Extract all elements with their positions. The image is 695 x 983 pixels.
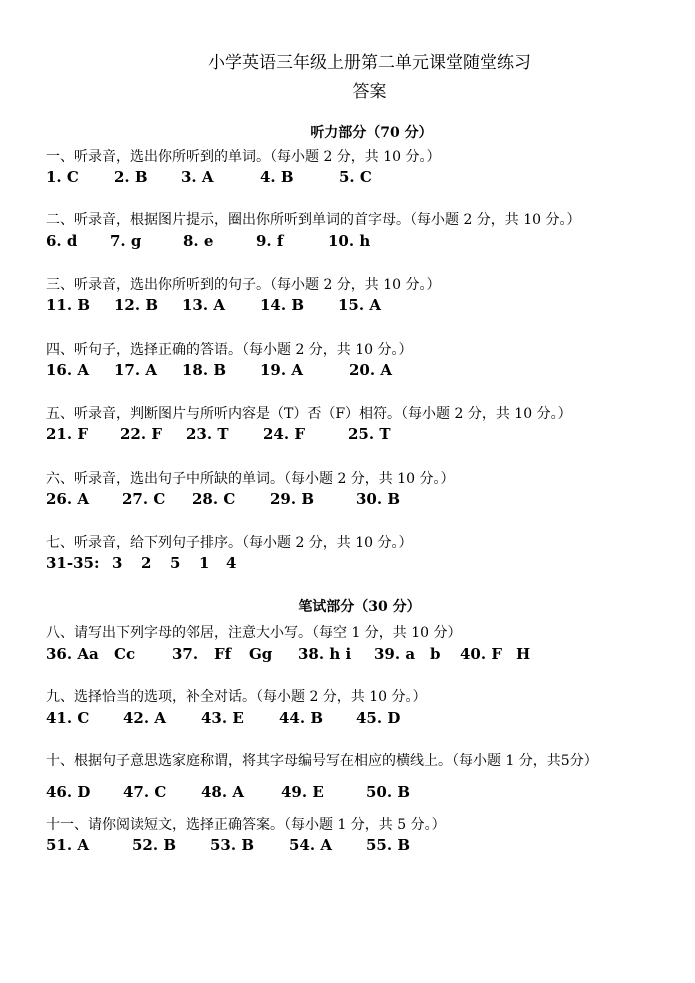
answer-item: 39. a: [374, 645, 416, 663]
answer-item: b: [430, 645, 441, 663]
answer-item: 50. B: [366, 783, 410, 801]
section-4-question: 四、听句子，选择正确的答语。（每小题 2 分，共 10 分。）: [46, 342, 413, 358]
section-9-question: 九、选择恰当的选项，补全对话。（每小题 2 分，共 10 分。）: [46, 689, 427, 705]
document-subtitle: 答案: [352, 82, 387, 102]
answer-item: 21. F: [46, 425, 88, 443]
answer-item: Gg: [249, 645, 273, 663]
section-1-question: 一、听录音，选出你所听到的单词。（每小题 2 分，共 10 分。）: [46, 149, 441, 165]
answer-item: 24. F: [263, 425, 305, 443]
answer-item: 38. h i: [298, 645, 352, 663]
answer-item: 1. C: [46, 168, 79, 186]
answer-item: 28. C: [192, 490, 236, 508]
answer-item: 16. A: [46, 361, 89, 379]
answer-item: Ff: [214, 645, 232, 663]
section-10-question: 十、根据句子意思选家庭称谓，将其字母编号写在相应的横线上。（每小题 1 分，共5分）: [46, 753, 598, 769]
answer-item: 18. B: [182, 361, 226, 379]
answer-item: 6. d: [46, 232, 78, 250]
answer-item: 55. B: [366, 836, 410, 854]
answer-item: 8. e: [183, 232, 214, 250]
answer-item: 12. B: [114, 296, 158, 314]
section-8-question: 八、请写出下列字母的邻居，注意大小写。（每空 1 分，共 10 分）: [46, 625, 462, 641]
answer-item: 26. A: [46, 490, 89, 508]
answer-item: 31-35:: [46, 554, 100, 572]
listening-part-heading: 听力部分（70 分）: [310, 125, 433, 141]
section-2-question: 二、听录音，根据图片提示，圈出你所听到单词的首字母。（每小题 2 分，共 10 分。）: [46, 212, 581, 228]
answer-item: 42. A: [123, 709, 166, 727]
answer-item: 2. B: [114, 168, 148, 186]
answer-item: 2: [141, 554, 152, 572]
answer-item: 43. E: [201, 709, 244, 727]
answer-item: 11. B: [46, 296, 90, 314]
section-11-question: 十一、请你阅读短文，选择正确答案。（每小题 1 分，共 5 分。）: [46, 817, 446, 833]
answer-item: 48. A: [201, 783, 244, 801]
section-7-question: 七、听录音，给下列句子排序。（每小题 2 分，共 10 分。）: [46, 535, 413, 551]
answer-item: 3: [112, 554, 123, 572]
answer-item: 7. g: [110, 232, 142, 250]
answer-item: 41. C: [46, 709, 90, 727]
answer-item: 53. B: [210, 836, 254, 854]
answer-item: 52. B: [132, 836, 176, 854]
answer-item: 13. A: [182, 296, 225, 314]
answer-item: 17. A: [114, 361, 157, 379]
answer-item: 23. T: [186, 425, 229, 443]
answer-item: H: [516, 645, 531, 663]
writing-part-heading: 笔试部分（30 分）: [298, 599, 421, 615]
answer-item: 1: [199, 554, 210, 572]
section-6-question: 六、听录音，选出句子中所缺的单词。（每小题 2 分，共 10 分。）: [46, 471, 455, 487]
answer-item: 36. Aa: [46, 645, 99, 663]
answer-item: 9. f: [256, 232, 284, 250]
answer-item: 25. T: [348, 425, 391, 443]
answer-item: 51. A: [46, 836, 89, 854]
answer-item: 54. A: [289, 836, 332, 854]
answer-item: 14. B: [260, 296, 304, 314]
section-3-question: 三、听录音，选出你所听到的句子。（每小题 2 分，共 10 分。）: [46, 277, 441, 293]
answer-item: 15. A: [338, 296, 381, 314]
answer-item: 27. C: [122, 490, 166, 508]
answer-item: 4. B: [260, 168, 294, 186]
answer-item: 45. D: [356, 709, 401, 727]
answer-item: 29. B: [270, 490, 314, 508]
answer-item: 19. A: [260, 361, 303, 379]
section-5-question: 五、听录音，判断图片与所听内容是（T）否（F）相符。（每小题 2 分，共 10 分。）: [46, 406, 572, 422]
answer-item: 30. B: [356, 490, 400, 508]
answer-item: 5: [170, 554, 181, 572]
answer-item: 5. C: [339, 168, 372, 186]
document-title: 小学英语三年级上册第二单元课堂随堂练习: [208, 53, 531, 73]
answer-item: 22. F: [120, 425, 162, 443]
answer-item: 40. F: [460, 645, 502, 663]
answer-item: 44. B: [279, 709, 323, 727]
answer-item: Cc: [114, 645, 136, 663]
answer-item: 46. D: [46, 783, 91, 801]
answer-item: 4: [226, 554, 237, 572]
answer-item: 49. E: [281, 783, 324, 801]
answer-item: 37.: [172, 645, 199, 663]
answer-item: 3. A: [181, 168, 214, 186]
answer-item: 47. C: [123, 783, 167, 801]
answer-item: 20. A: [349, 361, 392, 379]
answer-item: 10. h: [328, 232, 371, 250]
